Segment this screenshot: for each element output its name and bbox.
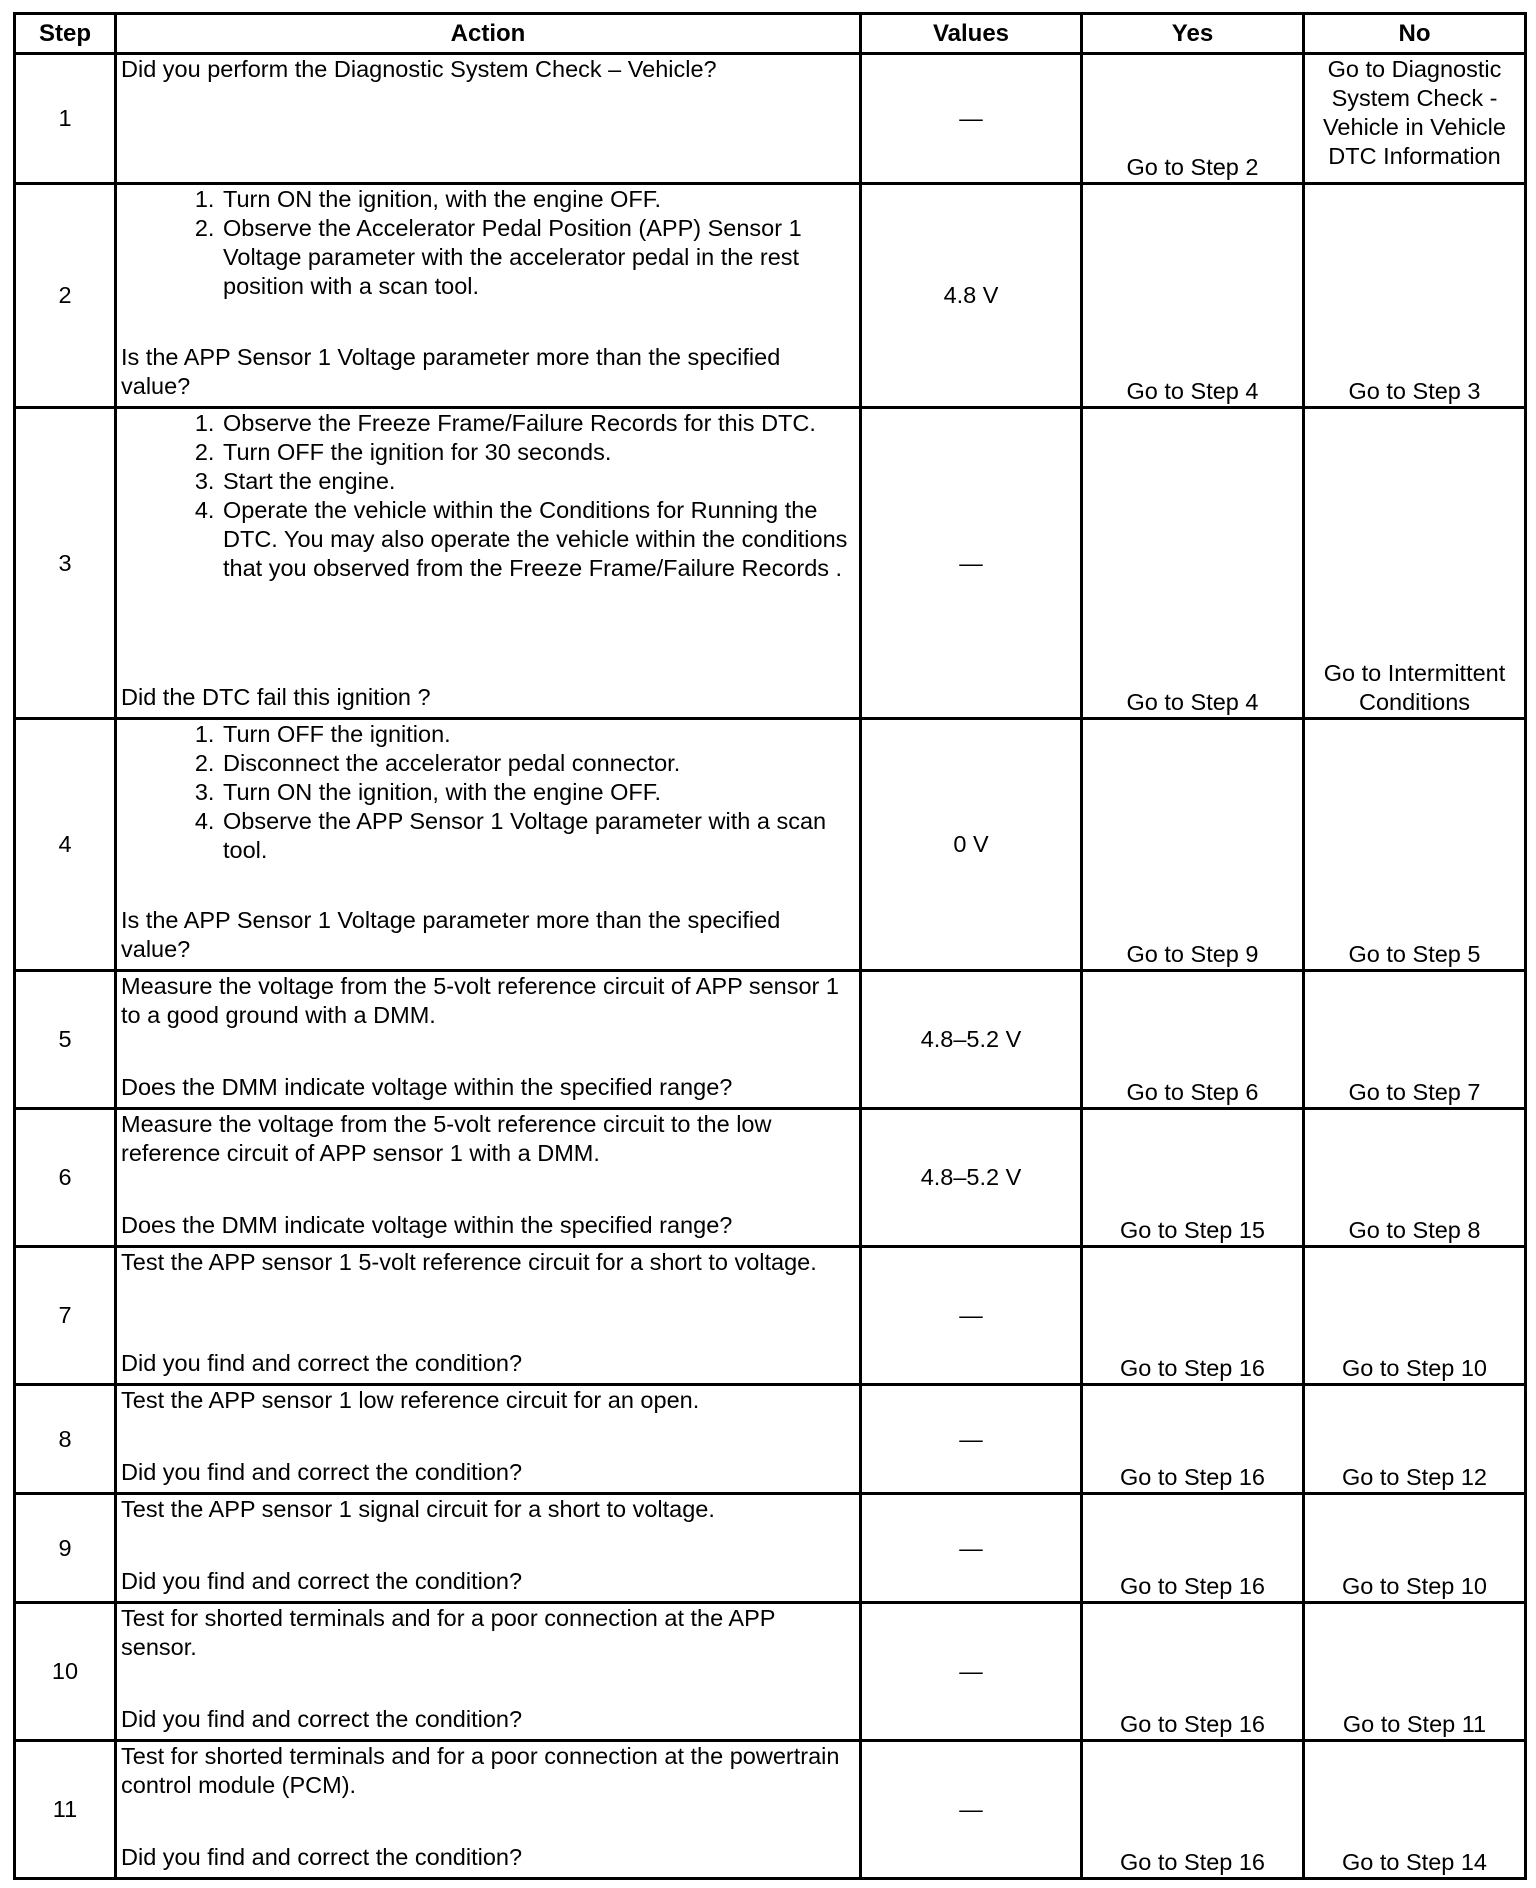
header-row	[15, 14, 1526, 54]
value-cell: —	[861, 54, 1082, 184]
table-row	[15, 184, 1526, 408]
action-instruction: Did you perform the Diagnostic System Check – Vehicle?	[121, 56, 717, 82]
action-instruction: Test the APP sensor 1 signal circuit for a short to voltage.	[121, 1496, 715, 1522]
action-cell	[116, 1741, 861, 1879]
action-step-list	[121, 185, 855, 301]
action-step-item: 1. Turn ON the ignition, with the engine OFF.	[221, 185, 855, 214]
value-cell: —	[861, 1741, 1082, 1879]
header-action: Action	[116, 14, 861, 54]
diagnostic-table	[13, 12, 1527, 1880]
table-row	[15, 719, 1526, 971]
no-branch: Go to Step 10	[1304, 1494, 1526, 1603]
step-number: 3	[15, 408, 116, 719]
header-yes: Yes	[1082, 14, 1304, 54]
step-number: 7	[15, 1247, 116, 1385]
action-cell	[116, 1109, 861, 1247]
yes-branch: Go to Step 6	[1082, 971, 1304, 1109]
yes-branch: Go to Step 16	[1082, 1247, 1304, 1385]
yes-branch: Go to Step 4	[1082, 408, 1304, 719]
no-branch: Go to Step 14	[1304, 1741, 1526, 1879]
yes-branch: Go to Step 15	[1082, 1109, 1304, 1247]
action-step-item: 4. Operate the vehicle within the Conditions for Running the DTC. You may also operate the vehicle within the conditions that you observed from the Freeze Frame/Failure Records .	[221, 496, 855, 583]
action-instruction: Test for shorted terminals and for a poor connection at the APP sensor.	[121, 1605, 776, 1660]
value-cell: —	[861, 1603, 1082, 1741]
no-branch: Go to Step 8	[1304, 1109, 1526, 1247]
header-values: Values	[861, 14, 1082, 54]
action-question: Does the DMM indicate voltage within the specified range?	[121, 1074, 733, 1100]
value-cell: 4.8 V	[861, 184, 1082, 408]
action-question: Did you find and correct the condition?	[121, 1350, 523, 1376]
header-no: No	[1304, 14, 1526, 54]
action-instruction: Test the APP sensor 1 low reference circuit for an open.	[121, 1387, 700, 1413]
no-branch: Go to Step 11	[1304, 1603, 1526, 1741]
no-branch: Go to Step 7	[1304, 971, 1526, 1109]
table-row	[15, 1247, 1526, 1385]
action-step-list	[121, 720, 855, 865]
table-row	[15, 1741, 1526, 1879]
action-step-item: 1. Observe the Freeze Frame/Failure Records for this DTC.	[221, 409, 855, 438]
action-question: Is the APP Sensor 1 Voltage parameter more than the specified value?	[121, 907, 781, 962]
action-cell	[116, 719, 861, 971]
action-step-list	[121, 409, 855, 583]
action-cell	[116, 1603, 861, 1741]
yes-branch: Go to Step 16	[1082, 1741, 1304, 1879]
yes-branch: Go to Step 2	[1082, 54, 1304, 184]
action-question: Does the DMM indicate voltage within the specified range?	[121, 1212, 733, 1238]
step-number: 11	[15, 1741, 116, 1879]
step-number: 2	[15, 184, 116, 408]
table-row	[15, 408, 1526, 719]
table-body	[15, 54, 1526, 1879]
action-step-item: 3. Turn ON the ignition, with the engine OFF.	[221, 778, 855, 807]
value-cell: —	[861, 1385, 1082, 1494]
step-number: 6	[15, 1109, 116, 1247]
action-question: Did you find and correct the condition?	[121, 1844, 523, 1870]
action-cell	[116, 1385, 861, 1494]
step-number: 4	[15, 719, 116, 971]
table-row	[15, 1494, 1526, 1603]
action-cell	[116, 971, 861, 1109]
step-number: 10	[15, 1603, 116, 1741]
value-cell: —	[861, 408, 1082, 719]
action-step-item: 2. Disconnect the accelerator pedal connector.	[221, 749, 855, 778]
table-row	[15, 1109, 1526, 1247]
yes-branch: Go to Step 9	[1082, 719, 1304, 971]
step-number: 8	[15, 1385, 116, 1494]
no-branch: Go to Diagnostic System Check - Vehicle in Vehicle DTC Information	[1304, 54, 1526, 184]
action-instruction: Measure the voltage from the 5-volt reference circuit of APP sensor 1 to a good ground with a DMM.	[121, 973, 839, 1028]
yes-branch: Go to Step 16	[1082, 1603, 1304, 1741]
action-step-item: 4. Observe the APP Sensor 1 Voltage parameter with a scan tool.	[221, 807, 855, 865]
yes-branch: Go to Step 16	[1082, 1494, 1304, 1603]
step-number: 9	[15, 1494, 116, 1603]
value-cell: —	[861, 1247, 1082, 1385]
diagnostic-table-sheet	[13, 12, 1524, 1880]
action-instruction: Test the APP sensor 1 5-volt reference circuit for a short to voltage.	[121, 1249, 817, 1275]
table-row	[15, 54, 1526, 184]
action-instruction: Measure the voltage from the 5-volt reference circuit to the low reference circuit of APP sensor 1 with a DMM.	[121, 1111, 772, 1166]
action-instruction: Test for shorted terminals and for a poor connection at the powertrain control module (PCM).	[121, 1743, 840, 1798]
action-question: Is the APP Sensor 1 Voltage parameter more than the specified value?	[121, 344, 781, 399]
action-cell	[116, 1247, 861, 1385]
table-row	[15, 971, 1526, 1109]
action-cell	[116, 184, 861, 408]
no-branch: Go to Step 10	[1304, 1247, 1526, 1385]
action-step-item: 3. Start the engine.	[221, 467, 855, 496]
yes-branch: Go to Step 4	[1082, 184, 1304, 408]
action-question: Did the DTC fail this ignition ?	[121, 684, 431, 710]
value-cell: 4.8–5.2 V	[861, 1109, 1082, 1247]
header-step: Step	[15, 14, 116, 54]
yes-branch: Go to Step 16	[1082, 1385, 1304, 1494]
action-step-item: 2. Observe the Accelerator Pedal Position (APP) Sensor 1 Voltage parameter with the accelerator pedal in the rest position with a scan tool.	[221, 214, 855, 301]
no-branch: Go to Step 5	[1304, 719, 1526, 971]
action-question: Did you find and correct the condition?	[121, 1568, 523, 1594]
table-row	[15, 1603, 1526, 1741]
action-cell	[116, 54, 861, 184]
action-step-item: 2. Turn OFF the ignition for 30 seconds.	[221, 438, 855, 467]
table-row	[15, 1385, 1526, 1494]
value-cell: —	[861, 1494, 1082, 1603]
action-cell	[116, 1494, 861, 1603]
step-number: 5	[15, 971, 116, 1109]
no-branch: Go to Intermittent Conditions	[1304, 408, 1526, 719]
action-step-item: 1. Turn OFF the ignition.	[221, 720, 855, 749]
no-branch: Go to Step 3	[1304, 184, 1526, 408]
action-cell	[116, 408, 861, 719]
action-question: Did you find and correct the condition?	[121, 1706, 523, 1732]
no-branch: Go to Step 12	[1304, 1385, 1526, 1494]
value-cell: 4.8–5.2 V	[861, 971, 1082, 1109]
value-cell: 0 V	[861, 719, 1082, 971]
action-question: Did you find and correct the condition?	[121, 1459, 523, 1485]
step-number: 1	[15, 54, 116, 184]
